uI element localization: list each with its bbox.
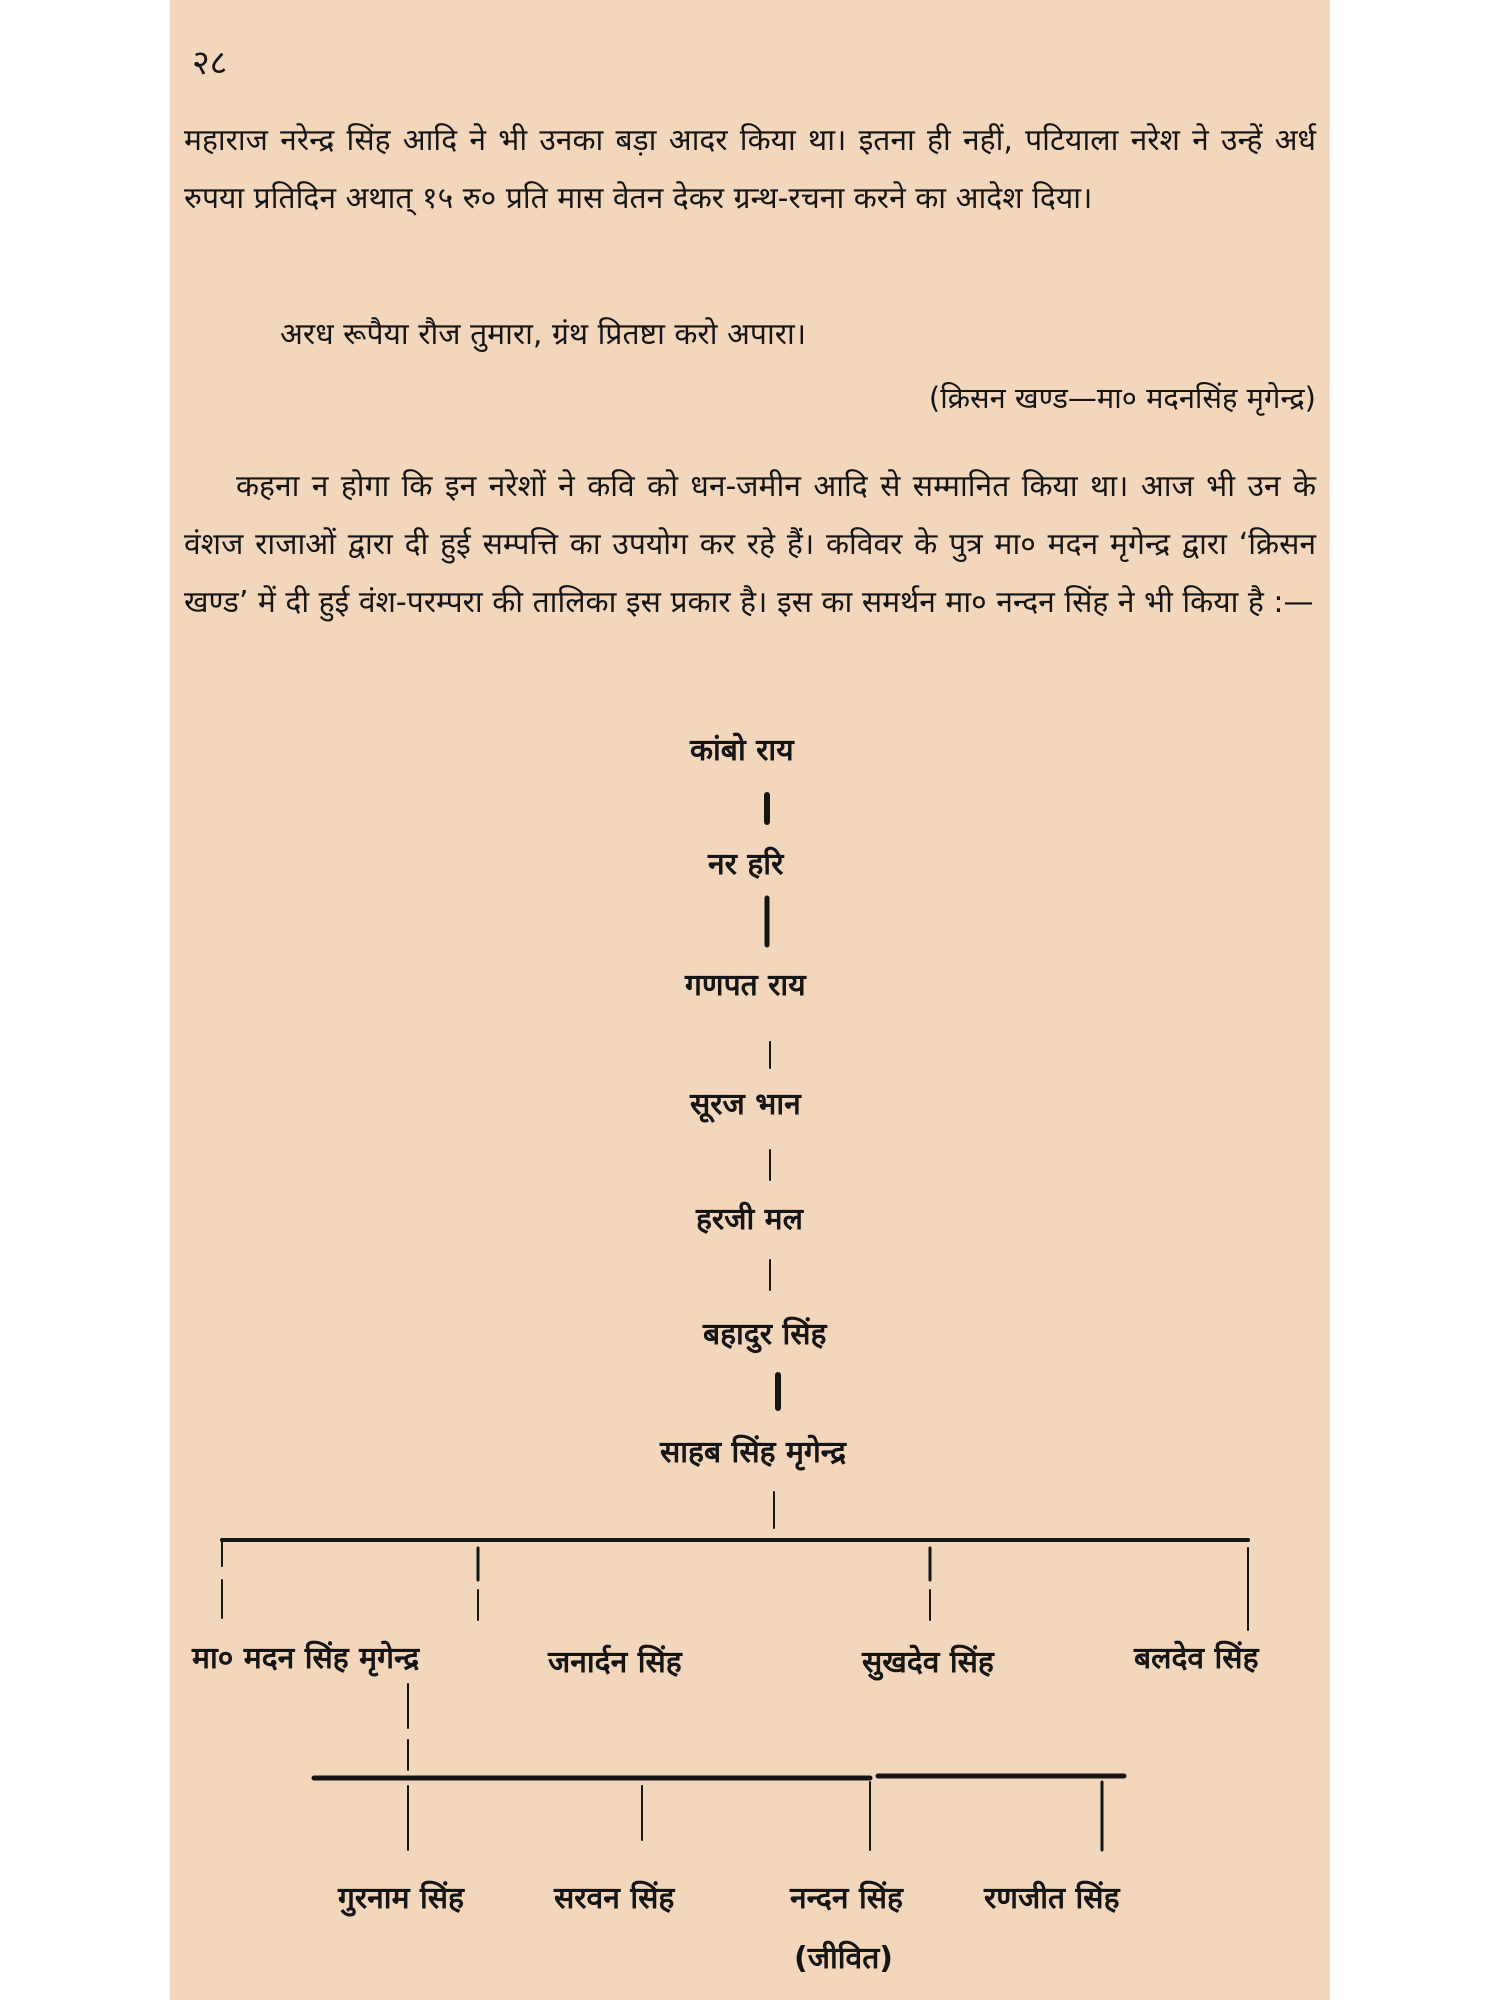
living-note: (जीवित): [794, 1941, 894, 1976]
grandson-gurnam-singh: गुरनाम सिंह: [338, 1881, 464, 1916]
son-sukhdev-singh: सुखदेव सिंह: [862, 1645, 994, 1680]
page-number: २८: [192, 43, 228, 83]
quoted-couplet: अरध रूपैया रौज तुमारा, ग्रंथ प्रितष्टा करो अपारा।: [280, 317, 807, 352]
grandson-sarvan-singh: सरवन सिंह: [554, 1881, 675, 1916]
paragraph-2-text: कहना न होगा कि इन नरेशों ने कवि को धन-जमीन आदि से सम्मानित किया था। आज भी उन के वंशज राजाओं द्वारा दी हुई सम्पत्ति का उपयोग कर रहे हैं। कविवर के पुत्र मा० मदन मृगेन्द्र द्वारा ‘क्रिसन खण्ड’ में दी हुई वंश-परम्परा की तालिका इस प्रकार है। इस का समर्थन मा० नन्दन सिंह ने भी किया है :—: [184, 469, 1316, 620]
scanned-page: [170, 0, 1330, 2000]
lineage-kambo-rai: कांबो राय: [690, 733, 794, 768]
lineage-harji-mal: हरजी मल: [696, 1202, 803, 1237]
grandson-ranjit-singh: रणजीत सिंह: [984, 1881, 1120, 1916]
son-madan-singh-mrigendra: मा० मदन सिंह मृगेन्द्र: [192, 1641, 420, 1676]
lineage-sahab-singh-mrigendra: साहब सिंह मृगेन्द्र: [660, 1435, 847, 1470]
paragraph-1: महाराज नरेन्द्र सिंह आदि ने भी उनका बड़ा आदर किया था। इतना ही नहीं, पटियाला नरेश ने उन्हें अर्ध रुपया प्रतिदिन अथात् १५ रु० प्रति मास वेतन देकर ग्रन्थ-रचना करने का आदेश दिया।: [184, 123, 1316, 216]
lineage-ganpat-rai: गणपत राय: [685, 968, 806, 1003]
son-janardan-singh: जनार्दन सिंह: [548, 1645, 682, 1680]
son-baldev-singh: बलदेव सिंह: [1134, 1641, 1259, 1676]
lineage-bahadur-singh: बहादुर सिंह: [703, 1317, 827, 1352]
grandson-nandan-singh: नन्दन सिंह: [790, 1881, 903, 1916]
lineage-nar-hari: नर हरि: [708, 847, 784, 882]
couplet-source: (क्रिसन खण्ड—मा० मदनसिंह मृगेन्द्र): [928, 381, 1316, 415]
lineage-suraj-bhan: सूरज भान: [690, 1087, 801, 1122]
